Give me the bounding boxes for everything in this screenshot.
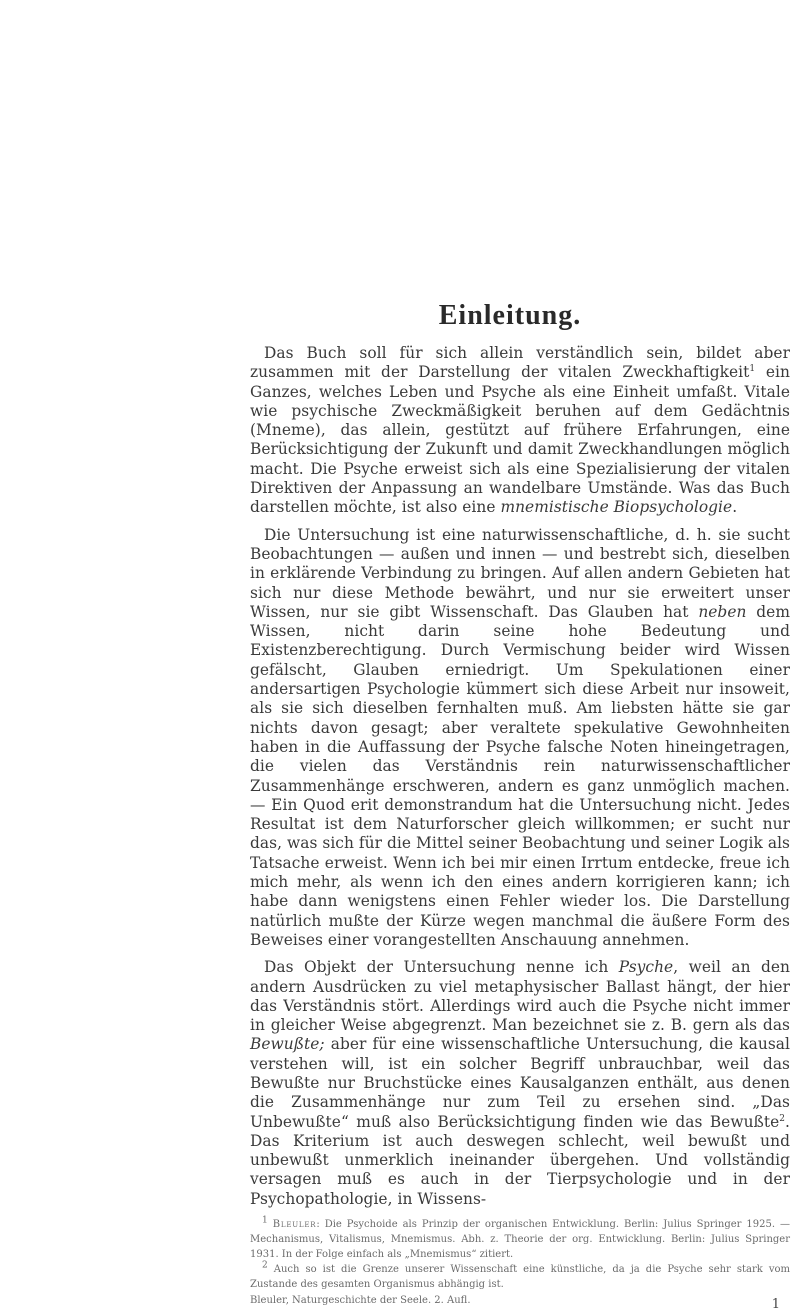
text-run: Auch so ist die Grenze unserer Wissenschaft eine künstliche, da ja die Psyche sehr stark vom Zustande des gesamten Organismus abhängig ist. xyxy=(250,1264,790,1291)
emphasized-text: Bewußte; xyxy=(250,1035,325,1054)
page-footer xyxy=(250,1295,790,1311)
running-title: Bleuler, Naturgeschichte der Seele. 2. Aufl. xyxy=(250,1295,471,1307)
emphasized-text: neben xyxy=(698,602,747,621)
footnote xyxy=(250,1262,790,1292)
text-run: ein Ganzes, welches Leben und Psyche als eine Einheit umfaßt. Vitale wie psychische Zweckmäßigkeit beruhen auf dem Gedächtnis (Mneme), das allein, gestützt auf frühere Erfahrungen, eine Berücksichtigung der Zukunft und damit Zweckhandlungen möglich macht. Die Psyche erweist sich als eine Spezialisierung der vitalen Direktiven der Anpassung an wandelbare Umstände. Was das Buch darstellen möchte, ist also eine xyxy=(250,363,790,517)
text-run: , weil an den andern Ausdrücken zu viel metaphysischer Ballast hängt, der hier das Verständnis stört. Allerdings wird auch die Psyche nicht immer in gleicher Weise abgegrenzt. Man bezeichnet sie z. B. gern als das xyxy=(250,958,790,1035)
text-run: Das Objekt der Untersuchung nenne ich xyxy=(264,958,619,977)
text-run: Die Untersuchung ist eine naturwissenschaftliche, d. h. sie sucht Beobachtungen — außen und innen — und bestrebt sich, dieselben in erklärende Verbindung zu bringen. Auf allen andern Gebieten hat sich nur diese Methode bewährt, und nur sie erweitert unser Wissen, nur sie gibt Wissenschaft. Das Glauben hat xyxy=(250,525,790,621)
text-run: . xyxy=(732,498,738,517)
page-number: 1 xyxy=(771,1297,780,1312)
paragraph xyxy=(250,344,790,518)
footnote-marker: 1 xyxy=(262,1215,268,1226)
text-run: dem Wissen, nicht darin seine hohe Bedeutung und Existenzberechtigung. Durch Vermischung beider wird Wissen gefälscht, Glauben erniedrigt. Um Spekulationen einer andersartigen Psychologie kümmert sich diese Arbeit nur insoweit, als sie sich dieselben fernhalten muß. Am liebsten hätte sie gar nichts davon gesagt; aber veraltete spekulative Gewohnheiten haben in die Auffassung der Psyche falsche Noten hineingetragen, die vielen das Verständnis rein naturwissenschaftlicher Zusammenhänge erschweren, andern es ganz unmöglich machen. — Ein Quod erit demonstrandum hat die Untersuchung nicht. Jedes Resultat ist dem Naturforscher gleich willkommen; er sucht nur das, was sich für die Mittel seiner Beobachtung und seiner Logik als Tatsache erweist. Wenn ich bei mir einen Irrtum entdecke, freue ich mich mehr, als wenn ich den eines andern korrigieren kann; ich habe dann wenigstens einen Fehler wieder los. Die Darstellung natürlich mußte der Kürze wegen manchmal die äußere Form des Beweises einer vorangestellten Anschauung annehmen. xyxy=(250,602,790,949)
text-run: . Das Kriterium ist auch deswegen schlecht, weil bewußt und unbewußt unmerklich ineinander übergehen. Und vollständig versagen muß es auch in der Tierpsychologie und in der Psychopathologie, in Wissens- xyxy=(250,1112,790,1208)
footnote-text xyxy=(250,1219,790,1260)
paragraph xyxy=(250,526,790,951)
book-page xyxy=(250,300,790,1311)
author-name: Bleuler xyxy=(272,1219,317,1231)
footnote-reference: 2 xyxy=(779,1113,786,1124)
footnotes xyxy=(250,1217,790,1292)
footnote-marker: 2 xyxy=(262,1260,268,1271)
footnote xyxy=(250,1217,790,1262)
paragraph xyxy=(250,958,790,1209)
emphasized-text: Psyche xyxy=(618,958,674,977)
footnote-reference: 1 xyxy=(749,364,756,375)
text-run: aber für eine wissenschaftliche Untersuchung, die kausal verstehen will, ist ein solcher Begriff unbrauchbar, weil das Bewußte nur Bruchstücke eines Kausalganzen enthält, aus denen die Zusammenhänge nur zum Teil zu ersehen sind. „Das Unbewußte“ muß also Berücksichtigung finden wie das Bewußte xyxy=(250,1035,790,1131)
body-text xyxy=(250,344,790,1209)
text-run: : Die Psychoide als Prinzip der organischen Entwicklung. Berlin: Julius Springer 1925. — Mechanismus, Vitalismus, Mnemismus. Abh. z. Theorie der org. Entwicklung. Berlin: Julius Springer 1931. In der Folge einfach als „Mnemismus“ zitiert. xyxy=(250,1219,790,1261)
footnote-text xyxy=(250,1264,790,1290)
emphasized-text: mnemistische Biopsychologie xyxy=(500,498,733,517)
chapter-title: Einleitung. xyxy=(438,300,582,331)
text-run: Das Buch soll für sich allein verständlich sein, bildet aber zusammen mit der Darstellung der vitalen Zweckhaftigkeit xyxy=(250,344,790,382)
